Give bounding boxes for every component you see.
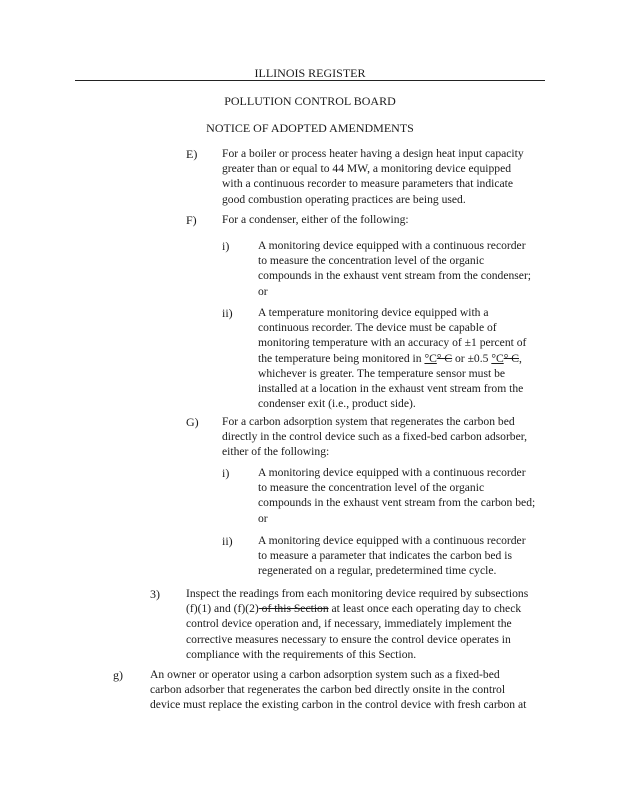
text-line: good combustion operating practices are being used. bbox=[222, 192, 466, 206]
text-line: control device operation and, if necessary, immediately implement the bbox=[186, 617, 512, 631]
subitem-label-G-i: i) bbox=[222, 466, 230, 480]
text-fragment: , bbox=[518, 351, 522, 365]
paragraph-E bbox=[222, 146, 524, 207]
subitem-label-F-ii: ii) bbox=[222, 306, 233, 320]
register-title: ILLINOIS REGISTER bbox=[254, 66, 366, 80]
header-rule bbox=[75, 80, 545, 81]
subitem-label-F-i: i) bbox=[222, 239, 230, 253]
text-line: compounds in the exhaust vent stream from the carbon bed; bbox=[258, 496, 536, 510]
text-line: or bbox=[258, 284, 268, 298]
text-line: corrective measures necessary to ensure the control device operates in bbox=[186, 632, 511, 646]
text-line: An owner or operator using a carbon adsorption system such as a fixed-bed bbox=[150, 668, 500, 681]
board-title: POLLUTION CONTROL BOARD bbox=[224, 94, 396, 108]
text-line: A monitoring device equipped with a continuous recorder bbox=[258, 534, 526, 547]
text-fragment: the temperature being monitored in bbox=[258, 351, 425, 365]
text-line: condenser exit (i.e., product side). bbox=[258, 397, 416, 411]
paragraph-g bbox=[150, 667, 526, 713]
text-line: For a condenser, either of the following: bbox=[222, 213, 409, 226]
text-line: to measure the concentration level of the organic bbox=[258, 481, 485, 495]
text-line: greater than or equal to 44 MW, a monitoring device equipped bbox=[222, 162, 512, 176]
text-line: or bbox=[258, 511, 268, 525]
text-fragment: (f)(1) and (f)(2) bbox=[186, 602, 259, 616]
text-line: to measure the concentration level of the organic bbox=[258, 254, 485, 268]
text-line: monitoring temperature with an accuracy of ±1 percent of bbox=[258, 336, 527, 350]
paragraph-F-i bbox=[258, 238, 531, 299]
text-line: A monitoring device equipped with a continuous recorder bbox=[258, 466, 526, 479]
deleted-text: of this Section bbox=[258, 602, 329, 616]
inserted-unit: °C bbox=[491, 351, 504, 365]
text-line: For a boiler or process heater having a design heat input capacity bbox=[222, 147, 524, 160]
text-line: regenerated on a regular, predetermined time cycle. bbox=[258, 564, 497, 578]
item-label-3: 3) bbox=[150, 587, 160, 601]
paragraph-G-ii bbox=[258, 533, 526, 579]
paragraph-G bbox=[222, 414, 527, 460]
text-line: A monitoring device equipped with a continuous recorder bbox=[258, 239, 526, 252]
text-line: For a carbon adsorption system that regenerates the carbon bed bbox=[222, 415, 515, 428]
text-line: compounds in the exhaust vent stream from the condenser; bbox=[258, 269, 532, 283]
text-line: continuous recorder. The device must be capable of bbox=[258, 321, 497, 335]
paragraph-F bbox=[222, 212, 409, 227]
text-line: directly in the control device such as a fixed-bed carbon adsorber, bbox=[222, 430, 528, 444]
text-line: Inspect the readings from each monitoring device required by subsections bbox=[186, 587, 529, 600]
text-line: A temperature monitoring device equipped with a bbox=[258, 306, 489, 319]
item-label-G: G) bbox=[186, 415, 199, 429]
text-line: with a continuous recorder to measure parameters that indicate bbox=[222, 177, 514, 191]
paragraph-F-ii bbox=[258, 305, 526, 411]
text-line-with-amendments bbox=[258, 351, 526, 366]
text-line-with-amendments bbox=[186, 601, 528, 616]
item-label-g: g) bbox=[113, 668, 123, 682]
subitem-label-G-ii: ii) bbox=[222, 534, 233, 548]
text-line: either of the following: bbox=[222, 445, 330, 459]
item-label-E: E) bbox=[186, 147, 198, 161]
text-line: carbon adsorber that regenerates the carbon bed directly onsite in the control bbox=[150, 683, 506, 697]
item-label-F: F) bbox=[186, 213, 197, 227]
text-line: compliance with the requirements of this Section. bbox=[186, 647, 417, 661]
text-line: whichever is greater. The temperature sensor must be bbox=[258, 366, 506, 380]
notice-title: NOTICE OF ADOPTED AMENDMENTS bbox=[206, 121, 414, 135]
text-fragment: at least once each operating day to check bbox=[328, 602, 522, 616]
paragraph-3 bbox=[186, 586, 528, 662]
deleted-unit: ° C bbox=[503, 351, 519, 365]
text-line: to measure a parameter that indicates the carbon bed is bbox=[258, 549, 512, 563]
text-fragment: or ±0.5 bbox=[452, 351, 492, 365]
deleted-unit: ° C bbox=[436, 351, 453, 365]
inserted-unit: °C bbox=[424, 351, 437, 365]
text-line: installed at a location in the exhaust vent stream from the bbox=[258, 382, 524, 396]
text-line: device must replace the existing carbon in the control device with fresh carbon at bbox=[150, 698, 527, 712]
paragraph-G-i bbox=[258, 465, 535, 526]
